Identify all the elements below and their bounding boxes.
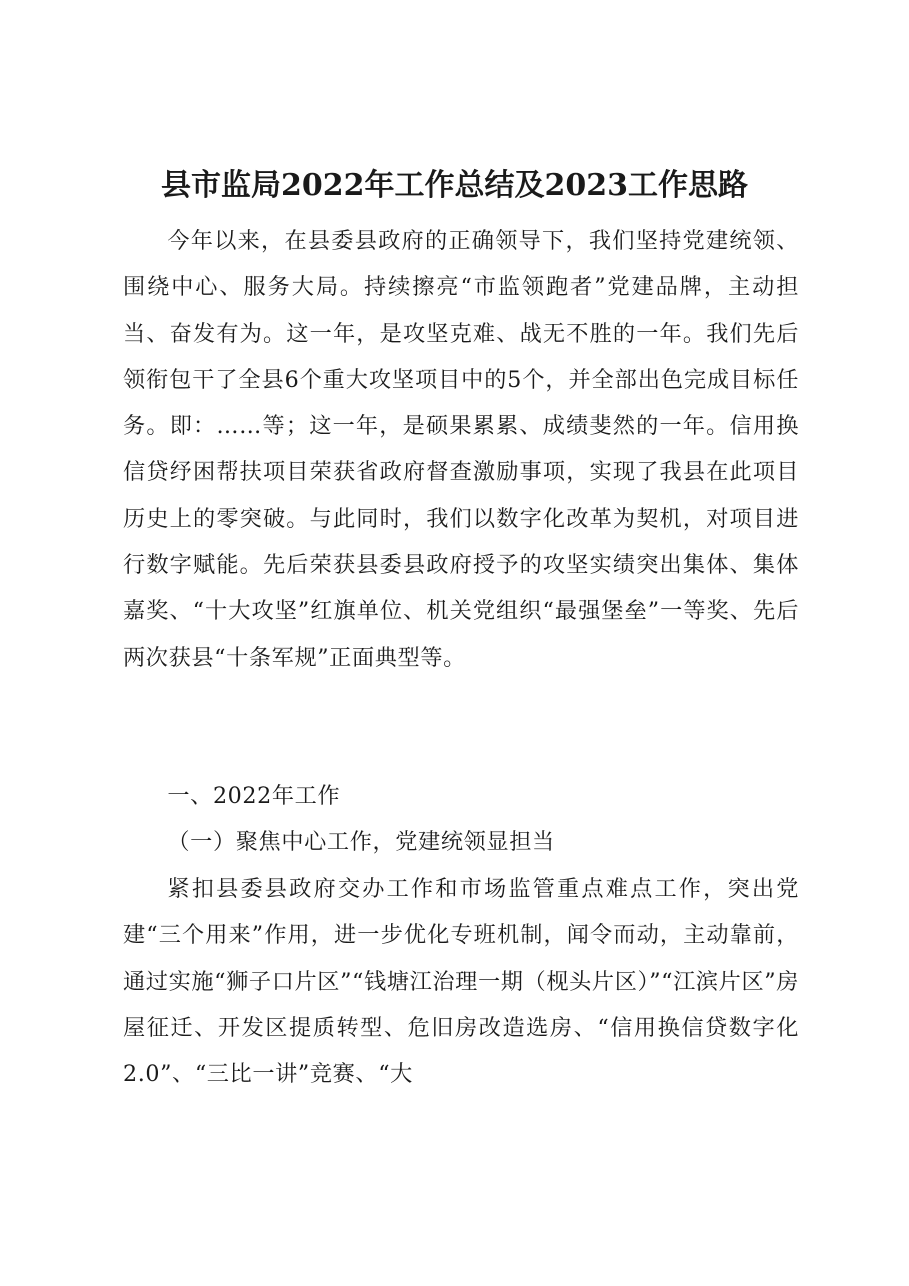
section-heading: 一、2022年工作 (167, 783, 341, 809)
document-title: 县市监局2022年工作总结及2023工作思路 (161, 168, 748, 203)
body-paragraph: 紧扣县委县政府交办工作和市场监管重点难点工作，突出党建“三个用来”作用，进一步优化专班机制，闻令而动，主动靠前，通过实施“狮子口片区”“钱塘江治理一期（枧头片区）”“江滨片区”房屋征迁、开发区提质转型、危旧房改造选房、“信用换信贷数字化2.0”、“三比一讲”竞赛、“大 (123, 876, 799, 1088)
intro-paragraph: 今年以来，在县委县政府的正确领导下，我们坚持党建统领、围绕中心、服务大局。持续擦亮“市监领跑者”党建品牌，主动担当、奋发有为。这一年，是攻坚克难、战无不胜的一年。我们先后领衔包干了全县6个重大攻坚项目中的5个，并全部出色完成目标任务。即：……等；这一年，是硕果累累、成绩斐然的一年。信用换信贷纾困帮扶项目荣获省政府督查激励事项，实现了我县在此项目历史上的零突破。与此同时，我们以数字化改革为契机，对项目进行数字赋能。先后荣获县委县政府授予的攻坚实绩突出集体、集体嘉奖、“十大攻坚”红旗单位、机关党组织“最强堡垒”一等奖、先后两次获县“十条军规”正面典型等。 (123, 228, 799, 671)
subsection-heading: （一）聚焦中心工作，党建统领显担当 (167, 829, 555, 855)
